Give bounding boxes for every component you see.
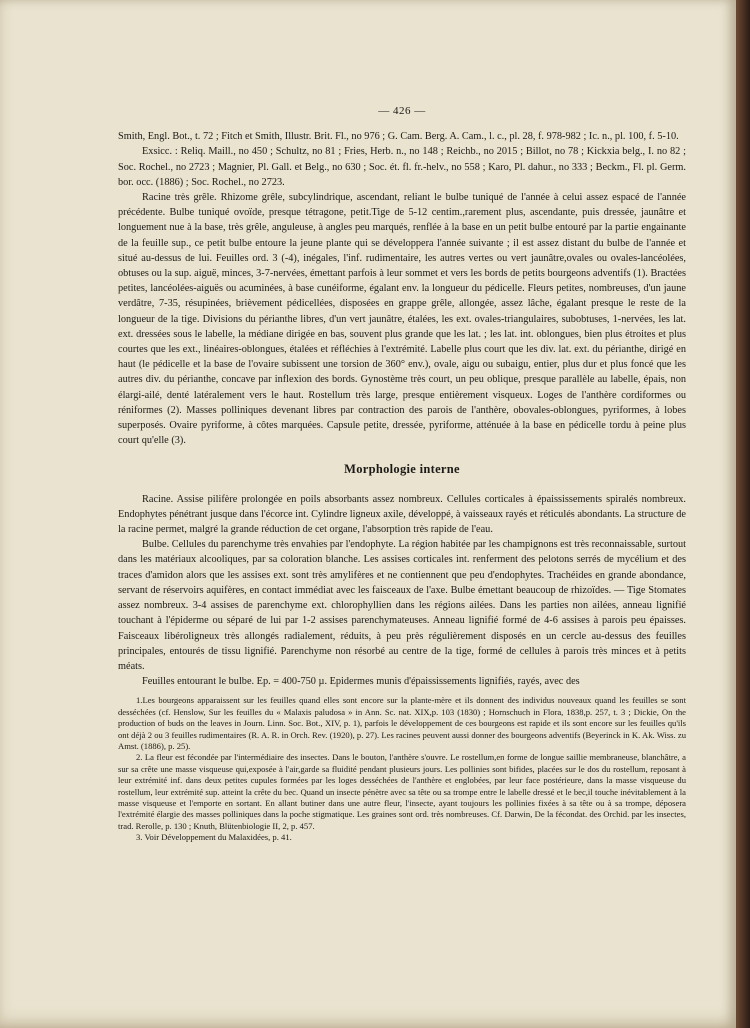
- page-number: — 426 —: [378, 105, 426, 117]
- footnotes: [118, 695, 686, 843]
- exsiccata-paragraph: Exsicc. : Reliq. Maill., no 450 ; Schultz, no 81 ; Fries, Herb. n., no 148 ; Reichb., no 2015 ; Billot, no 78 ; Kickxia belg., I. no 82 ; Soc. Rochel., no 2723 ; Magnier, Pl. Gall. et Belg., no 630 ; Soc. ét. fl. fr.-helv., no 558 ; Karo, Pl. dahur., no 333 ; Beckm., Fl. pl. Germ. bor. occ. (1886) ; Soc. Rochel., no 2723.: [118, 146, 686, 188]
- section-heading: Morphologie interne: [344, 462, 460, 477]
- racine-paragraph: Racine. Assise pilifère prolongée en poils absorbants assez nombreux. Cellules corticales à épaississements spiralés nombreux. Endophytes pénétrant jusque dans l'écorce int. Cylindre ligneux axile, développé, à vaisseaux rayés et réticulés abondants. La structure de la racine permet, malgré la grande réduction de cet organe, l'absorption très rapide de l'eau.: [118, 493, 686, 536]
- feuilles-paragraph: Feuilles entourant le bulbe. Ep. = 400-750 µ. Epidermes munis d'épaississements lignifiés, rayés, avec des: [142, 676, 580, 688]
- bulbe-paragraph: Bulbe. Cellules du parenchyme très envahies par l'endophyte. La région habitée par les champignons est très reconnaissable, surtout dans les matériaux alcooliques, par sa coloration blanche. Les assises corticales int. renferment des pelotons serrés de mycélium et des traces d'amidon alors que les assises ext. sont très amylifères et ne contiennent que peu d'endophytes. Trachéides en grande abondance, servant de réservoirs aquifères, en contact immédiat avec les faisceaux de l'axe. Bulbe émettant beaucoup de rhizoïdes. — Tige Stomates assez nombreux. 3-4 assises de parenchyme ext. chlorophyllien dans les régions ailées. Dans les parties non ailées, anneau lignifié touchant à l'épiderme ou séparé de lui par 1-2 assises parenchymateuses. Anneau lignifié formé de 4-6 assises à parois peu épaisses. Faisceaux libéroligneux très allongés radialement, réduits, à peu près régulièrement disposés en un cercle au-dessus des feuilles principales, entourés de tissu lignifié. Parenchyme non résorbé au centre de la tige, formé de cellules à parois très minces et à petits méats.: [118, 539, 686, 672]
- book-spine: [736, 0, 750, 1028]
- page-content: [118, 104, 686, 844]
- footnote-1: 1.Les bourgeons apparaissent sur les feuilles quand elles sont encore sur la plante-mère et ils donnent des individus nouveaux quand les feuilles se sont desséchées (cf. Henslow, Sur les feuilles du « Malaxis paludosa » in Ann. Sc. nat. XIX,p. 103 (1830) ; Hornschuch in Flora, 1838,p. 257, t. 3 ; Dickie, On the production of buds on the leaves in Journ. Linn. Soc. Bot., XIV, p. 1), parfois le développement de ces bourgeons est rapide et ils sont encore sur les feuilles qu'ils ont déjà 2 ou 3 feuilles rudimentaires (R. A. R. in Orch. Rev. (1920), p. 27). Les racines peuvent aussi donner des bourgeons adventifs (Beyerinck in K. Ak. Wiss. zu Amst. (1886), p. 25).: [118, 695, 686, 751]
- description-paragraph: Racine très grêle. Rhizome grêle, subcylindrique, ascendant, reliant le bulbe tuniqué de l'année à celui assez espacé de l'année précédente. Bulbe tuniqué ovoïde, presque tétragone, petit.Tige de 5-12 centim.,rarement plus, ascendante, puis dressée, jaunâtre et longuement nue à la base, très grêle, anguleuse, à angles peu marqués, renflée à la base en un petit bulbe entouré par la partie engainante de la feuille sup., ce petit bulbe entoure la jeune plante qui se développera l'année suivante ; il est assez distant du bulbe de l'année et situé au-dessus de lui. Feuilles ord. 3 (-4), inégales, l'inf. rudimentaire, les autres vertes ou vert jaunâtre,ovales ou ovales-lancéolées, obtuses ou la sup. aiguë, minces, 3-7-nervées, émettant parfois à leur sommet et vers les bords de petits bourgeons adventifs (1). Bractées petites, lancéolées-aiguës ou acuminées, à base cunéiforme, égalant env. la longueur du pédicelle. Fleurs petites, nombreuses, d'un jaune verdâtre, 7-35, résupinées, brièvement pédicellées, disposées en grappe grêle, allongée, assez lâche, égalant presque le reste de la longueur de la tige. Divisions du périanthe libres, d'un vert jaunâtre, étalées, les ext. ovales-triangulaires, subobtuses, 1-nervées, les lat. ext. dressées sous le labelle, la médiane dirigée en bas, souvent plus grande que les lat. ; les lat. int. oblongues, bien plus étroites et plus courtes que les ext., linéaires-oblongues, étalées et réfléchies à l'extrémité. Labelle plus court que les div. lat. ext. du périanthe, dirigé en haut (le pédicelle et la base de l'ovaire subissent une torsion de 360° env.), ovale, aigu ou subaigu, entier, plus dur et plus foncé que les autres div. du périanthe, concave par inflexion des bords. Gynostème très court, un peu oblique, presque parallèle au labelle, épais, non élargi-ailé, denté latéralement vers le haut. Rostellum très large, presque entièrement visqueux. Loges de l'anthère cordiformes ou réniformes (2). Masses polliniques devenant libres par contraction des parois de l'anthère, obovales-oblongues, pyriformes, à lobes superposés. Ovaire pyriforme, à côtes marquées. Capsule petite, dressée, pyriforme, atténuée à la base en pédicelle tordu à peine plus court qu'elle (3).: [118, 192, 686, 447]
- bibliography-paragraph: Smith, Engl. Bot., t. 72 ; Fitch et Smith, Illustr. Brit. Fl., no 976 ; G. Cam. Berg. A. Cam., l. c., pl. 28, f. 978-982 ; Ic. n., pl. 100, f. 5-10.: [118, 131, 679, 143]
- footnote-2: 2. La fleur est fécondée par l'intermédiaire des insectes. Dans le bouton, l'anthère s'ouvre. Le rostellum,en forme de longue saillie membraneuse, blanchâtre, a sur sa crête une masse visqueuse qui,exposée à l'air,garde sa fluidité pendant plusieurs jours. Les pollinies sont bifides, placées sur le dos du rostellum, reposant à leur extrémité inf. dans deux petites cupules formées par les loges desséchées de l'anthère et englobées, par leur face postérieure, dans la masse visqueuse du rostellum, leur extrémité sup. atteint la crête du bec. Quand un insecte pénètre avec sa tête ou sa trompe entre le labelle dressé et le bec,il touche inévitablement à la masse visqueuse et l'emporte en sortant. En allant butiner dans une autre fleur, l'insecte, ayant toujours les pollinies fixées à sa tête ou à sa trompe, déposera l'extrémité élargie des masses polliniques dans la poche stigmatique. Les graines sont ord. très nombreuses. Cf. Darwin, De la fécondat. des Orchid. par les insectes, trad. Rerolle, p. 130 ; Knuth, Blütenbiologie II, 2, p. 457.: [118, 752, 686, 831]
- footnote-3: 3. Voir Développement du Malaxidées, p. 41.: [136, 832, 292, 843]
